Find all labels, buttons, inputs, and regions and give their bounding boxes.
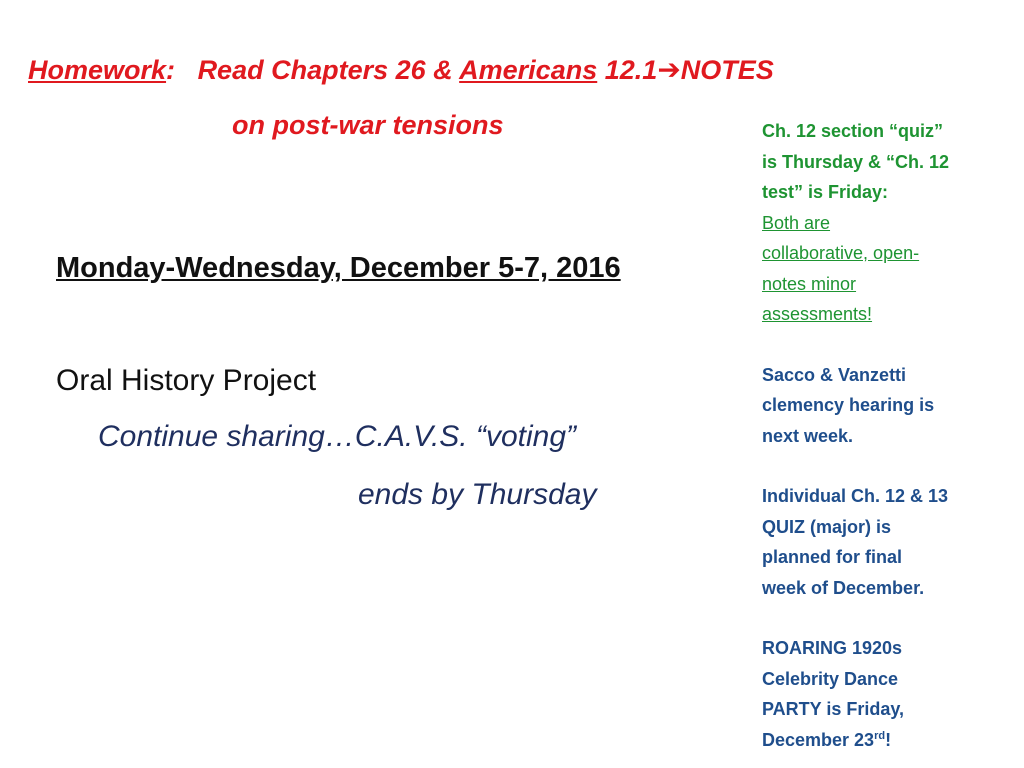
party-note-line-2: Celebrity Dance xyxy=(762,668,899,689)
project-title: Oral History Project xyxy=(56,364,317,397)
sacco-note-line-1: Sacco & Vanzetti xyxy=(762,364,907,385)
homework-line-2: on post-war tensions xyxy=(232,110,504,140)
sacco-note-line-2: clemency hearing is xyxy=(762,395,935,415)
individual-quiz-line-4: week of December. xyxy=(762,577,925,598)
sidebar-notes xyxy=(762,116,1012,755)
date-heading: Monday-Wednesday, December 5-7, 2016 xyxy=(56,252,621,284)
homework-read-text: Read Chapters 26 & xyxy=(197,55,453,85)
party-date-suffix: rd xyxy=(874,729,886,742)
collab-note-line-4: assessments! xyxy=(762,304,873,324)
project-line-1: Continue sharing…C.A.V.S. “voting” xyxy=(98,420,576,453)
individual-quiz-line-3: planned for final xyxy=(762,547,903,567)
collab-note-line-2: collaborative, open- xyxy=(762,243,920,263)
party-note-line-1: ROARING 1920s xyxy=(762,638,903,658)
spacer xyxy=(762,451,1012,481)
quiz-note-line-1: Ch. 12 section “quiz” xyxy=(762,121,944,141)
homework-notes: NOTES xyxy=(680,55,774,85)
homework-section: 12.1 xyxy=(604,55,658,85)
party-exclamation: ! xyxy=(885,729,892,750)
quiz-note-line-2: is Thursday & “Ch. 12 xyxy=(762,151,950,172)
party-note-line-3: PARTY is Friday, xyxy=(762,699,905,719)
individual-quiz-line-2: QUIZ (major) is xyxy=(762,516,892,537)
spacer xyxy=(762,603,1012,633)
party-date-text: December 23 xyxy=(762,729,875,750)
homework-book: Americans xyxy=(459,55,598,85)
spacer xyxy=(762,330,1012,360)
quiz-note-line-3: test” is Friday: xyxy=(762,182,889,202)
collab-note-line-1: Both are xyxy=(762,212,831,233)
homework-colon: : xyxy=(166,55,176,85)
party-note-line-4 xyxy=(762,725,1012,756)
homework-label: Homework xyxy=(28,55,167,85)
collab-note-line-3: notes minor xyxy=(762,273,857,294)
homework-line-1 xyxy=(28,56,774,84)
right-arrow-icon: ➔ xyxy=(657,54,681,85)
sacco-note-line-3: next week. xyxy=(762,425,854,446)
individual-quiz-line-1: Individual Ch. 12 & 13 xyxy=(762,486,949,506)
project-line-2: ends by Thursday xyxy=(358,478,597,511)
